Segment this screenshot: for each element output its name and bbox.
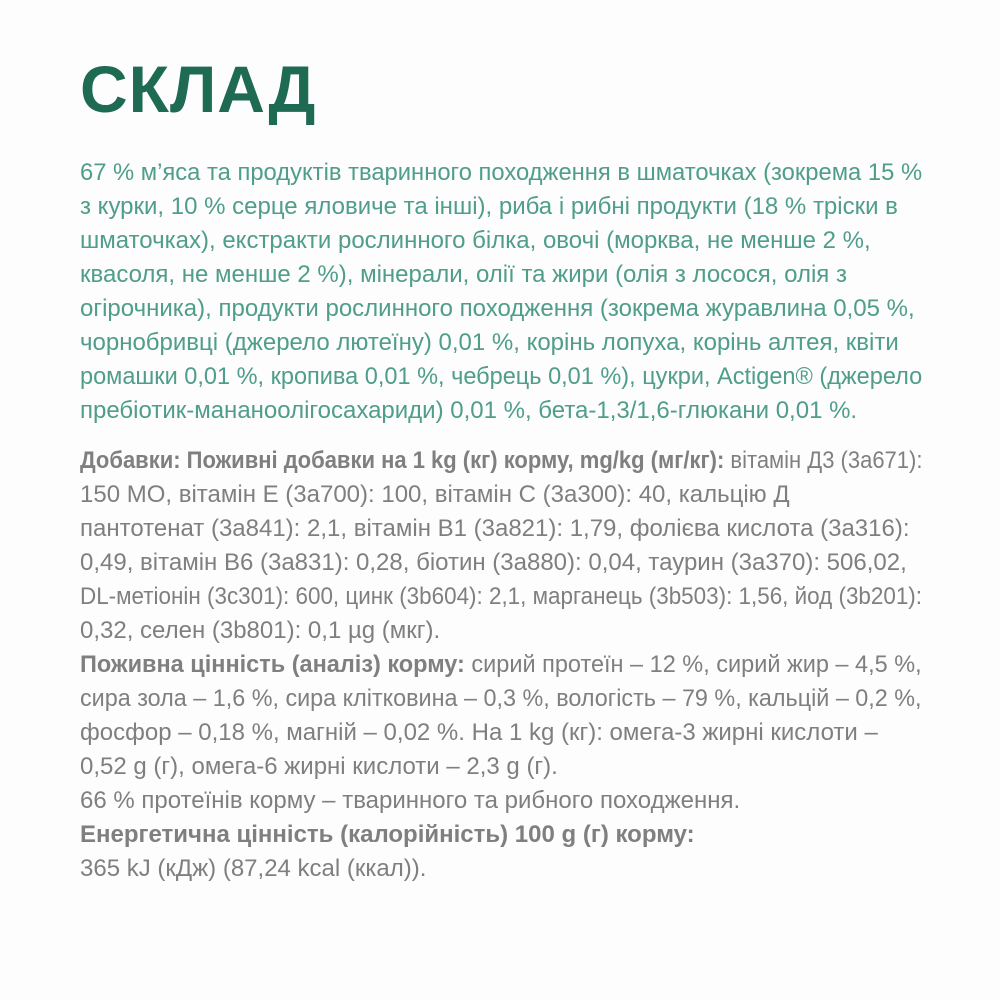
composition-line: пребіотик-мананоолігосахариди) 0,01 %, бета-1,3/1,6-глюкани 0,01 %.: [80, 397, 858, 424]
section-title: СКЛАД: [80, 52, 317, 126]
nutrition-line: сира зола – 1,6 %, сира клітковина – 0,3 %, вологість – 79 %, кальцій – 0,2 %,: [80, 685, 922, 712]
composition-line: огірочника), продукти рослинного походження (зокрема журавлина 0,05 %,: [80, 295, 915, 322]
additives-line: [80, 444, 923, 478]
composition-line: шматочках), екстракти рослинного білка, овочі (морква, не менше 2 %,: [80, 227, 871, 254]
additives-and-analysis-paragraph: [80, 444, 922, 886]
nutrition-line: 0,52 g (г), омега-6 жирні кислоти – 2,3 g (г).: [80, 753, 558, 780]
additives-line: 0,32, селен (3b801): 0,1 µg (мкг).: [80, 617, 441, 644]
energy-value-line: 365 kJ (кДж) (87,24 kcal (ккал)).: [80, 855, 427, 882]
nutrition-line: [80, 648, 922, 682]
energy-heading: Енергетична цінність (калорійність) 100 g (г) корму:: [80, 821, 695, 848]
additives-heading: Добавки: Поживні добавки на 1 kg (кг) корму, mg/kg (мг/кг):: [80, 447, 731, 474]
composition-line: квасоля, не менше 2 %), мінерали, олії та жири (олія з лосося, олія з: [80, 261, 847, 288]
composition-paragraph: [80, 156, 922, 428]
energy-value-line: [80, 818, 922, 852]
additives-line: 0,49, вітамін В6 (3a831): 0,28, біотин (3a880): 0,04, таурин (3a370): 506,02,: [80, 549, 907, 576]
additives-text: вітамін Д3 (3a671):: [730, 447, 923, 474]
composition-line: чорнобривці (джерело лютеїну) 0,01 %, корінь лопуха, корінь алтея, квіти: [80, 329, 899, 356]
additives-line: DL-метіонін (3c301): 600, цинк (3b604): 2,1, марганець (3b503): 1,56, йод (3b201):: [80, 583, 923, 610]
composition-line: 67 % м’яса та продуктів тваринного походження в шматочках (зокрема 15 %: [80, 159, 923, 186]
nutrition-text: сирий протеїн – 12 %, сирий жир – 4,5 %,: [471, 651, 922, 678]
additives-line: пантотенат (3a841): 2,1, вітамін В1 (3a821): 1,79, фолієва кислота (3a316):: [80, 515, 910, 542]
nutrition-line: фосфор – 0,18 %, магній – 0,02 %. На 1 kg (кг): омега-3 жирні кислоти –: [80, 719, 878, 746]
composition-line: ромашки 0,01 %, кропива 0,01 %, чебрець 0,01 %), цукри, Actigen® (джерело: [80, 363, 923, 390]
composition-line: з курки, 10 % серце яловиче та інші), риба і рибні продукти (18 % тріски в: [80, 193, 898, 220]
nutrition-heading: Поживна цінність (аналіз) корму:: [80, 651, 472, 678]
additives-line: 150 МО, вітамін Е (3a700): 100, вітамін С (3a300): 40, кальцію Д: [80, 481, 790, 508]
protein-origin-line: 66 % протеїнів корму – тваринного та рибного походження.: [80, 787, 741, 814]
